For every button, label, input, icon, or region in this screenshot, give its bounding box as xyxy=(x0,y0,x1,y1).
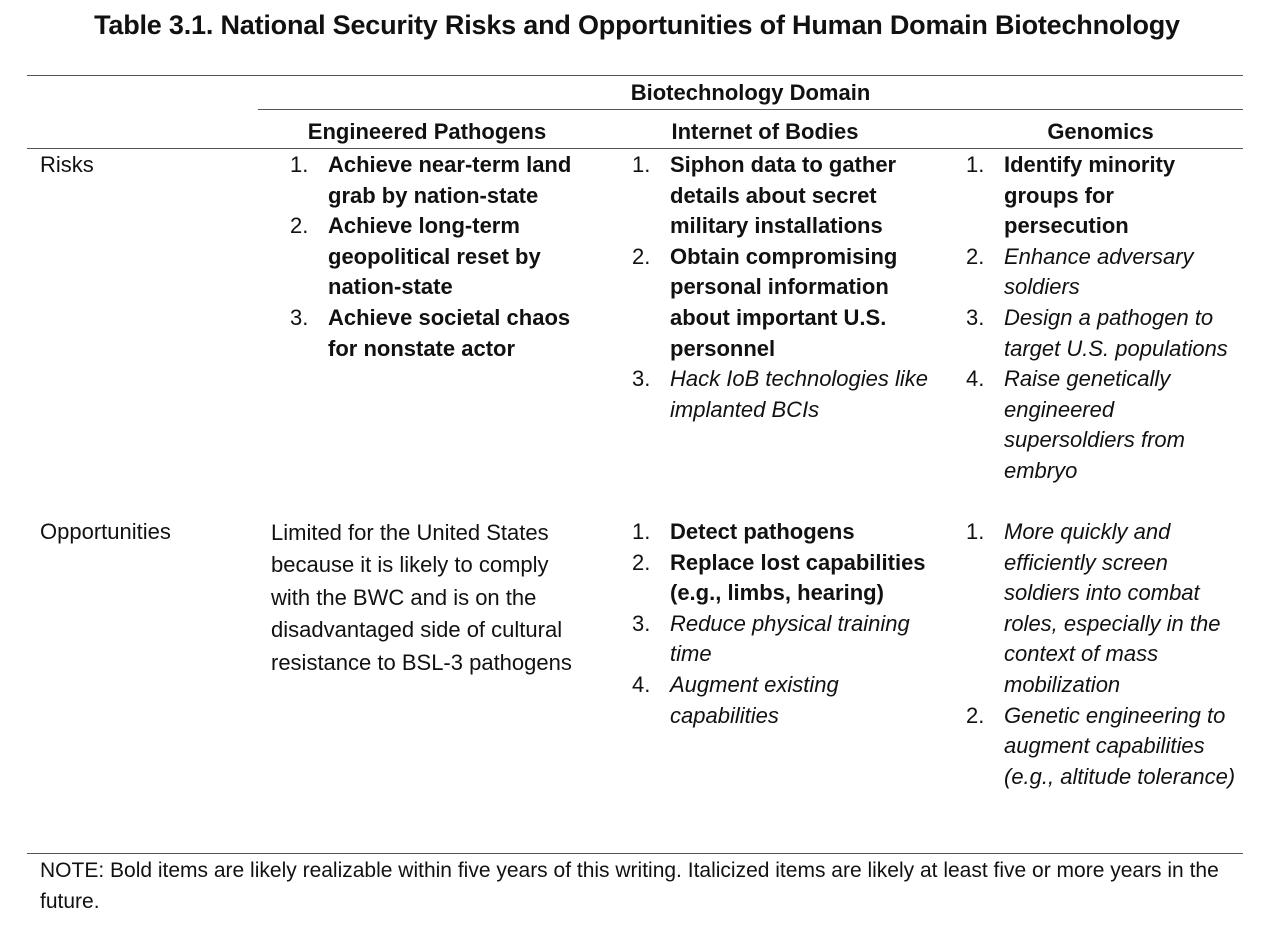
list-item-text: Augment existing capabilities xyxy=(670,671,839,728)
list-item xyxy=(966,364,1241,486)
opportunities-internet-of-bodies-cell xyxy=(632,517,932,731)
list-item-number: 3. xyxy=(290,304,309,330)
list-item-text: Achieve societal chaos for nonstate actor xyxy=(328,304,571,361)
header-group-label: Biotechnology Domain xyxy=(630,80,871,105)
list-item-text: Design a pathogen to target U.S. populations xyxy=(1004,304,1228,361)
table-note: NOTE: Bold items are likely realizable within five years of this writing. Italicized items are likely at least five or more years in the future. xyxy=(40,859,1219,913)
list-item xyxy=(966,150,1241,242)
row-label-opportunities: Opportunities xyxy=(40,519,171,544)
list-item-text: Replace lost capabilities (e.g., limbs, hearing) xyxy=(670,549,926,606)
list-item-text: More quickly and efficiently screen soldiers into combat roles, especially in the context of mass mobilization xyxy=(1004,519,1221,697)
risks-engineered-pathogens-cell xyxy=(290,150,590,364)
list-item-number: 3. xyxy=(966,304,985,330)
list-item-number: 4. xyxy=(966,366,985,392)
list-item xyxy=(966,701,1241,793)
list-item-number: 1. xyxy=(966,152,985,177)
list-item-number: 1. xyxy=(632,152,651,177)
list-item-text: Hack IoB technologies like implanted BCIs xyxy=(670,366,929,422)
list-item xyxy=(632,548,932,609)
list-item xyxy=(632,517,932,548)
list-item-text: Enhance adversary soldiers xyxy=(1004,243,1194,300)
list-item xyxy=(632,150,932,242)
list-item-number: 3. xyxy=(632,366,651,392)
group-rule xyxy=(258,109,1243,110)
list-item-number: 2. xyxy=(966,702,985,728)
list-item-text: Genetic engineering to augment capabilities (e.g., altitude tolerance) xyxy=(1004,702,1236,789)
list-item-text: Detect pathogens xyxy=(670,519,855,544)
list-item-text: Identify minority groups for persecution xyxy=(1004,152,1176,239)
opportunities-engineered-pathogens-text: Limited for the United States because it is likely to comply with the BWC and is on the disadvantaged side of cultural resistance to BSL-3 pathogens xyxy=(271,520,572,675)
top-rule xyxy=(27,75,1243,76)
list-item xyxy=(632,364,932,425)
row-label-risks: Risks xyxy=(40,152,94,177)
list-item xyxy=(632,609,932,670)
header-rule xyxy=(27,148,1243,149)
table-title: Table 3.1. National Security Risks and Opportunities of Human Domain Biotechnology xyxy=(94,10,1180,40)
column-header-engineered-pathogens: Engineered Pathogens xyxy=(307,119,547,144)
list-item-number: 1. xyxy=(966,519,985,544)
list-item xyxy=(632,242,932,364)
list-item-text: Reduce physical training time xyxy=(670,610,910,667)
opportunities-genomics-cell xyxy=(966,517,1241,792)
list-item-number: 4. xyxy=(632,671,651,697)
list-item-number: 1. xyxy=(290,152,309,177)
bottom-rule xyxy=(27,853,1243,854)
column-header-genomics: Genomics xyxy=(1047,119,1154,144)
list-item xyxy=(966,517,1241,701)
list-item xyxy=(966,242,1241,303)
list-item-number: 2. xyxy=(632,243,651,269)
list-item-number: 1. xyxy=(632,519,651,544)
list-item-text: Siphon data to gather details about secret military installations xyxy=(670,152,897,239)
list-item-text: Obtain compromising personal information about important U.S. personnel xyxy=(670,243,898,361)
list-item-number: 2. xyxy=(632,549,651,575)
list-item-text: Raise genetically engineered supersoldiers from embryo xyxy=(1004,366,1185,483)
risks-internet-of-bodies-cell xyxy=(632,150,932,425)
column-header-internet-of-bodies: Internet of Bodies xyxy=(671,119,859,144)
list-item xyxy=(632,670,932,731)
risks-genomics-cell xyxy=(966,150,1241,487)
list-item xyxy=(290,211,590,303)
list-item xyxy=(290,150,590,211)
list-item-text: Achieve long-term geopolitical reset by nation-state xyxy=(328,213,541,300)
list-item xyxy=(966,303,1241,364)
list-item-number: 2. xyxy=(966,243,985,269)
list-item-text: Achieve near-term land grab by nation-state xyxy=(328,152,572,208)
list-item-number: 3. xyxy=(632,610,651,636)
list-item-number: 2. xyxy=(290,213,309,239)
list-item xyxy=(290,303,590,364)
